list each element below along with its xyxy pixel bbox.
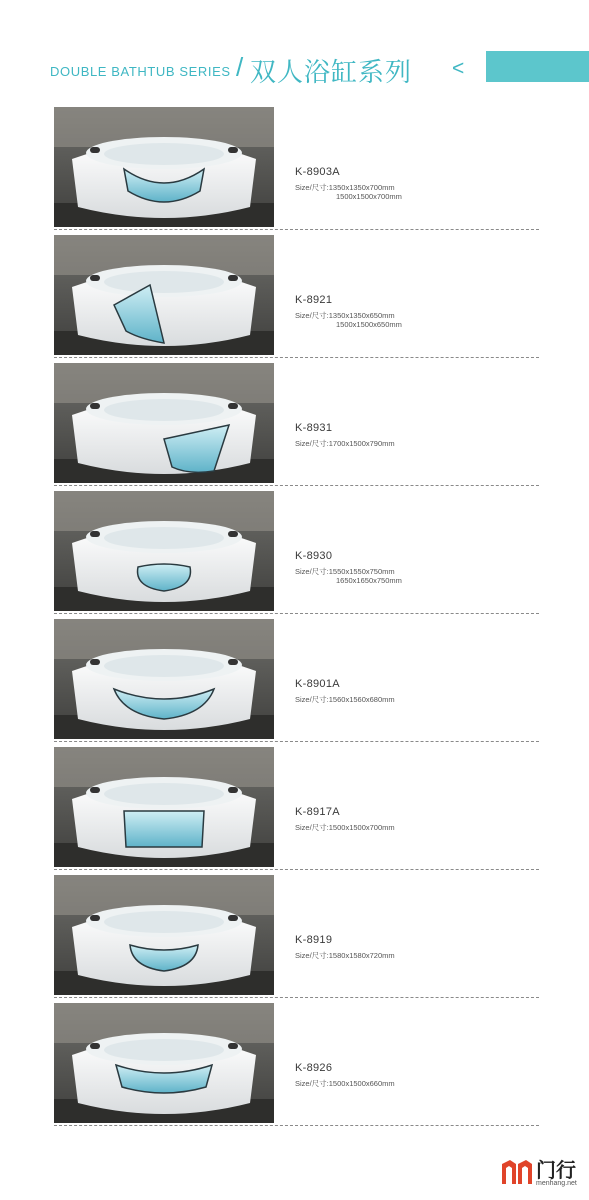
product-model: K-8926 (295, 1062, 333, 1074)
product-size: Size/尺寸:1350x1350x700mm (295, 183, 395, 192)
product-size: Size/尺寸:1350x1350x650mm (295, 311, 395, 320)
product-size: Size/尺寸:1500x1500x660mm (295, 1079, 395, 1088)
product-size-alt: 1500x1500x650mm (336, 320, 402, 329)
bathtub-photo (54, 107, 274, 227)
product-item (54, 491, 539, 618)
product-size: Size/尺寸:1700x1500x790mm (295, 439, 395, 448)
dashed-divider (54, 1125, 539, 1126)
product-model: K-8901A (295, 678, 340, 690)
bathtub-photo (54, 1003, 274, 1123)
page-header (0, 0, 589, 100)
product-item (54, 875, 539, 1002)
title-separator: / (236, 52, 244, 82)
product-item (54, 363, 539, 490)
watermark-url: menhang.net (536, 1180, 577, 1187)
product-size-alt: 1650x1650x750mm (336, 576, 402, 585)
dashed-divider (54, 357, 539, 358)
watermark-name: 门行 (536, 1160, 576, 1182)
bathtub-photo (54, 491, 274, 611)
bathtub-photo (54, 235, 274, 355)
watermark-logo (496, 1140, 586, 1195)
product-item (54, 1003, 539, 1130)
bathtub-photo (54, 747, 274, 867)
dashed-divider (54, 997, 539, 998)
chevron-left-icon: < (452, 57, 465, 80)
bathtub-photo (54, 619, 274, 739)
bathtub-photo (54, 875, 274, 995)
product-model: K-8931 (295, 422, 333, 434)
dashed-divider (54, 741, 539, 742)
product-model: K-8930 (295, 550, 333, 562)
product-model: K-8919 (295, 934, 333, 946)
logo-icon (500, 1158, 534, 1186)
dashed-divider (54, 229, 539, 230)
product-model: K-8903A (295, 166, 340, 178)
product-size: Size/尺寸:1580x1580x720mm (295, 951, 395, 960)
product-item (54, 235, 539, 362)
product-item (54, 107, 539, 234)
product-item (54, 747, 539, 874)
series-title-en: DOUBLE BATHTUB SERIES (50, 64, 231, 79)
dashed-divider (54, 613, 539, 614)
product-size: Size/尺寸:1500x1500x700mm (295, 823, 395, 832)
dashed-divider (54, 485, 539, 486)
product-item (54, 619, 539, 746)
product-model: K-8917A (295, 806, 340, 818)
product-size-alt: 1500x1500x700mm (336, 192, 402, 201)
bathtub-photo (54, 363, 274, 483)
series-title-cn: 双人浴缸系列 (250, 57, 413, 87)
product-model: K-8921 (295, 294, 333, 306)
product-size: Size/尺寸:1550x1550x750mm (295, 567, 395, 576)
dashed-divider (54, 869, 539, 870)
product-size: Size/尺寸:1560x1560x680mm (295, 695, 395, 704)
accent-bar (486, 51, 589, 82)
